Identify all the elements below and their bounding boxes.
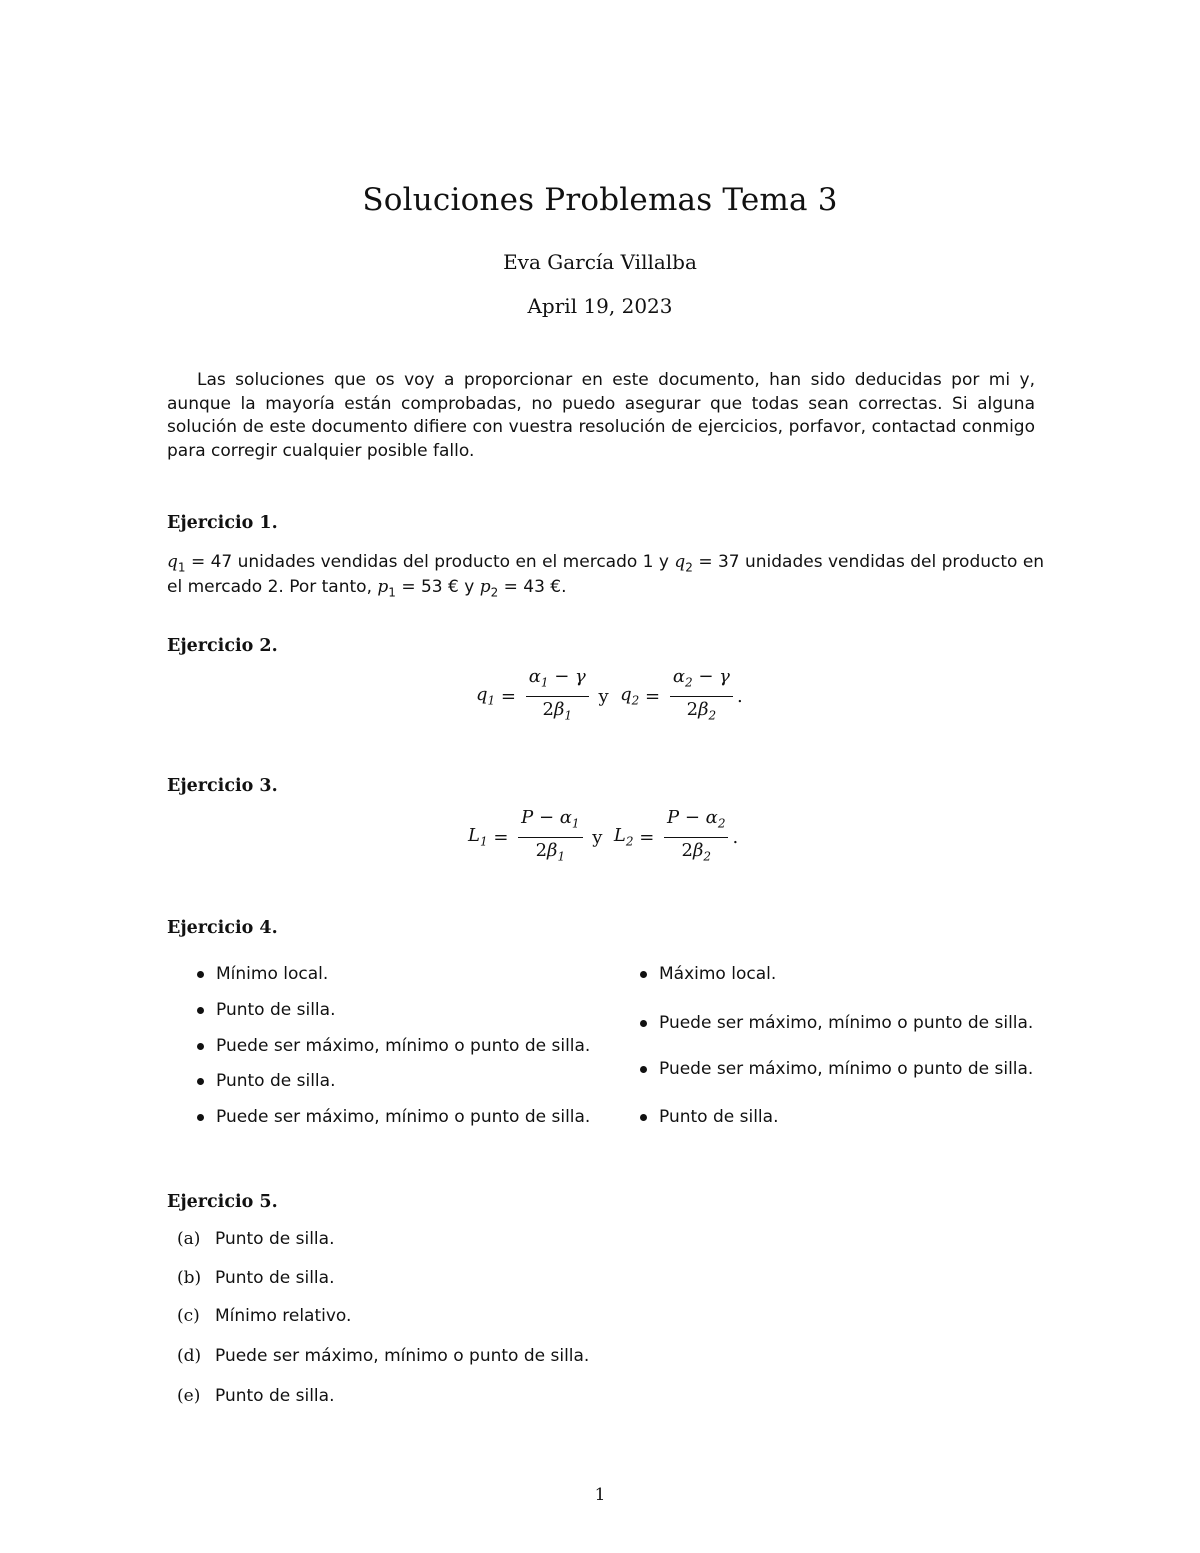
bullet-icon — [197, 1114, 204, 1121]
list-item: Punto de silla. — [640, 1107, 778, 1127]
list-item: (d) Puede ser máximo, mínimo o punto de silla. — [177, 1346, 590, 1366]
list-item: Punto de silla. — [197, 1071, 335, 1091]
page-number: 1 — [594, 1485, 606, 1505]
ejercicio-4-heading: Ejercicio 4. — [167, 918, 278, 938]
ejercicio-1-line-2: el mercado 2. Por tanto, $p_1 = 53$ € y $p_2 = 43$ €. — [167, 577, 567, 600]
list-item: Puede ser máximo, mínimo o punto de silla. — [640, 1059, 1033, 1079]
bullet-icon — [197, 971, 204, 978]
ejercicio-3-heading: Ejercicio 3. — [167, 776, 278, 796]
list-item: Mínimo local. — [197, 964, 328, 984]
ejercicio-3-equation: $L_1$ = $\frac{P - \alpha_1}{2\beta_1}$ y $L_2$ = $\frac{P - \alpha_2}{2\beta_2}$ . — [468, 807, 739, 864]
document-author: Eva García Villalba — [503, 250, 697, 274]
list-item: (a) Punto de silla. — [177, 1229, 335, 1249]
list-item: (c) Mínimo relativo. — [177, 1306, 352, 1326]
ejercicio-2-heading: Ejercicio 2. — [167, 636, 278, 656]
intro-paragraph: Las soluciones que os voy a proporcionar en este documento, han sido deducidas por mi y, aunque la mayoría están comprobadas, no puedo asegurar que todas sean correctas. Si alguna solución de este documento difiere con vuestra resolución de ejercicios, porfavor, contactad conmigo para corregir cualquier posible fallo. — [167, 370, 1035, 461]
list-item: (e) Punto de silla. — [177, 1386, 335, 1406]
bullet-icon — [197, 1043, 204, 1050]
bullet-icon — [640, 971, 647, 978]
list-item: Puede ser máximo, mínimo o punto de silla. — [197, 1107, 590, 1127]
bullet-icon — [640, 1020, 647, 1027]
bullet-icon — [197, 1007, 204, 1014]
list-item: Puede ser máximo, mínimo o punto de silla. — [197, 1036, 590, 1056]
ejercicio-1-line-1: $q_1 = 47$ unidades vendidas del producto en el mercado 1 y $q_2 = 37$ unidades vendidas del producto en — [167, 552, 1045, 575]
ejercicio-5-heading: Ejercicio 5. — [167, 1192, 278, 1212]
list-item: (b) Punto de silla. — [177, 1268, 335, 1288]
bullet-icon — [640, 1114, 647, 1121]
bullet-icon — [640, 1066, 647, 1073]
list-item: Máximo local. — [640, 964, 776, 984]
document-title: Soluciones Problemas Tema 3 — [362, 182, 838, 218]
bullet-icon — [197, 1078, 204, 1085]
document-date: April 19, 2023 — [527, 294, 673, 318]
list-item: Puede ser máximo, mínimo o punto de silla. — [640, 1013, 1033, 1033]
ejercicio-2-equation: $q_1$ = $\frac{\alpha_1 - \gamma}{2\beta_1}$ y $q_2$ = $\frac{\alpha_2 - \gamma}{2\beta_2}$ . — [476, 666, 743, 723]
ejercicio-1-heading: Ejercicio 1. — [167, 513, 278, 533]
list-item: Punto de silla. — [197, 1000, 335, 1020]
